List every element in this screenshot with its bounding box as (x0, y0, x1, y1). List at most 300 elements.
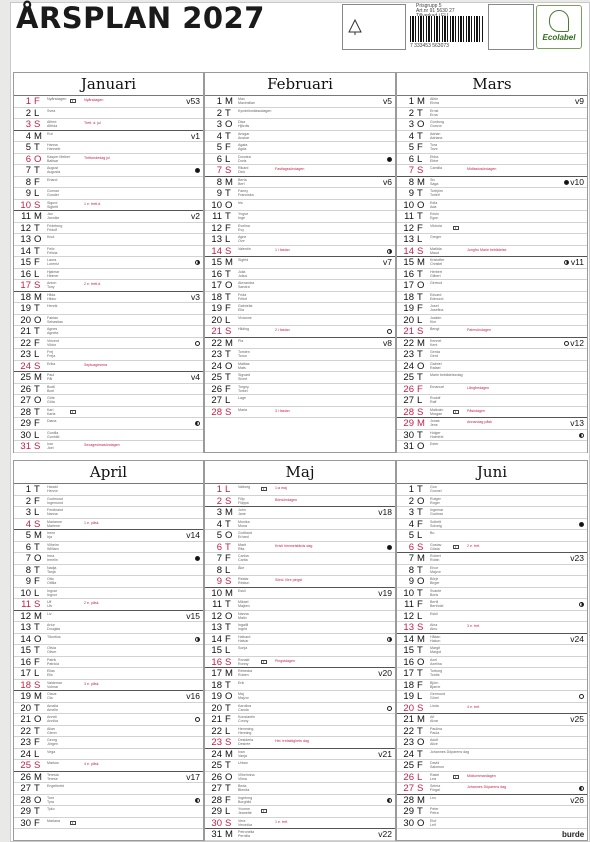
day-row[interactable] (205, 303, 395, 315)
day-row[interactable] (397, 726, 587, 738)
day-row[interactable] (14, 303, 203, 315)
name-day: Svante Boris (430, 588, 442, 597)
day-row[interactable] (397, 303, 587, 315)
name-day: Josef Josefina (430, 304, 444, 313)
day-row[interactable] (397, 714, 587, 726)
day-list (14, 96, 203, 453)
day-row[interactable] (205, 507, 395, 519)
day-row[interactable] (205, 611, 395, 623)
day-number: 28 (20, 406, 31, 418)
day-number: 25 (20, 372, 31, 383)
day-row[interactable] (397, 691, 587, 703)
week-number: v21 (378, 748, 392, 759)
day-row[interactable] (397, 588, 587, 600)
day-row[interactable] (205, 680, 395, 692)
day-row[interactable] (205, 349, 395, 361)
day-row[interactable] (397, 223, 587, 235)
day-row[interactable] (14, 384, 203, 396)
day-row[interactable] (14, 269, 203, 281)
weekday-letter: T (34, 484, 40, 495)
name-day: Iris (238, 200, 243, 205)
day-row[interactable] (397, 542, 587, 554)
day-number: 29 (20, 418, 31, 429)
day-row[interactable] (14, 645, 203, 657)
day-row[interactable] (205, 657, 395, 669)
day-row[interactable] (397, 703, 587, 715)
day-row[interactable] (14, 714, 203, 726)
day-list (14, 484, 203, 829)
day-row[interactable] (14, 211, 203, 223)
day-row[interactable] (14, 484, 203, 496)
day-row[interactable] (397, 246, 587, 258)
day-row[interactable] (205, 645, 395, 657)
day-number: 28 (211, 406, 222, 418)
day-row[interactable] (397, 395, 587, 407)
day-row[interactable] (397, 142, 587, 154)
day-row[interactable] (205, 407, 395, 419)
day-row[interactable] (397, 407, 587, 419)
flag-day-icon (453, 545, 459, 549)
week-number: v6 (383, 176, 392, 187)
day-row[interactable] (14, 542, 203, 554)
month-februari (204, 72, 396, 453)
day-row[interactable] (397, 349, 587, 361)
day-number: 27 (20, 783, 31, 794)
day-row[interactable] (14, 565, 203, 577)
day-row[interactable] (397, 418, 587, 430)
weekday-letter: L (225, 725, 231, 737)
day-row[interactable] (205, 668, 395, 680)
day-number: 3 (408, 119, 414, 130)
day-row[interactable] (14, 818, 203, 830)
holiday-label: Bönsöndagen (275, 497, 298, 502)
day-row[interactable] (397, 315, 587, 327)
day-row[interactable] (14, 726, 203, 738)
weekday-letter: M (34, 372, 42, 383)
day-number: 16 (211, 656, 222, 668)
name-day: Sigurd Sigbritt (47, 200, 59, 209)
day-row[interactable] (14, 234, 203, 246)
day-row[interactable] (14, 611, 203, 623)
day-number: 4 (408, 130, 414, 142)
day-number: 6 (408, 153, 414, 165)
day-row[interactable] (205, 119, 395, 131)
day-row[interactable] (397, 280, 587, 292)
day-row[interactable] (397, 430, 587, 442)
day-row[interactable] (397, 200, 587, 212)
holiday-label: Trett. d. jul (84, 121, 101, 125)
name-day: Eskil (238, 588, 246, 593)
day-row[interactable] (14, 246, 203, 258)
day-row[interactable] (205, 634, 395, 646)
day-row[interactable] (14, 280, 203, 292)
day-number: 3 (25, 507, 31, 518)
day-row[interactable] (205, 269, 395, 281)
name-day: Holger Holmfrid (430, 430, 444, 439)
day-row[interactable] (397, 211, 587, 223)
day-list (205, 484, 395, 841)
day-number: 14 (403, 633, 414, 645)
weekday-letter: M (417, 714, 425, 725)
day-row[interactable] (397, 772, 587, 784)
name-day: Marit Rita (238, 542, 246, 551)
day-row[interactable] (397, 154, 587, 166)
day-row[interactable] (205, 234, 395, 246)
day-row[interactable] (14, 691, 203, 703)
day-number: 23 (211, 737, 222, 748)
day-row[interactable] (397, 622, 587, 634)
day-number: 22 (20, 725, 31, 737)
day-row[interactable] (205, 142, 395, 154)
day-row[interactable] (14, 372, 203, 384)
day-row[interactable] (397, 361, 587, 373)
day-row[interactable] (205, 519, 395, 531)
flag-day-icon (261, 487, 267, 491)
day-row[interactable] (14, 703, 203, 715)
day-row[interactable] (397, 806, 587, 818)
day-row[interactable] (397, 576, 587, 588)
name-day: Åke (238, 565, 245, 570)
name-day: Björn Bjarne (430, 680, 441, 689)
day-row[interactable] (205, 542, 395, 554)
weekday-letter: L (417, 771, 423, 783)
day-row[interactable] (397, 96, 587, 108)
day-row[interactable] (14, 530, 203, 542)
day-row[interactable] (397, 783, 587, 795)
day-number: 12 (403, 222, 414, 234)
day-row[interactable] (14, 96, 203, 108)
day-row[interactable] (397, 441, 587, 453)
day-row[interactable] (205, 806, 395, 818)
day-row[interactable] (205, 188, 395, 200)
day-row[interactable] (14, 519, 203, 531)
day-row[interactable] (205, 315, 395, 327)
day-row[interactable] (205, 749, 395, 761)
day-row[interactable] (205, 829, 395, 841)
day-row[interactable] (397, 326, 587, 338)
day-row[interactable] (205, 154, 395, 166)
day-number: 24 (20, 748, 31, 760)
day-row[interactable] (14, 349, 203, 361)
day-row[interactable] (205, 553, 395, 565)
day-row[interactable] (205, 818, 395, 830)
day-row[interactable] (397, 760, 587, 772)
name-day: Paul Pål (47, 373, 55, 382)
name-day: Max Maximilian (238, 97, 255, 106)
day-row[interactable] (397, 484, 587, 496)
day-row[interactable] (397, 657, 587, 669)
day-row[interactable] (14, 749, 203, 761)
day-row[interactable] (14, 634, 203, 646)
day-row[interactable] (205, 165, 395, 177)
name-day: Engelbrekt (47, 784, 65, 788)
week-number: v1 (191, 130, 200, 141)
day-row[interactable] (205, 257, 395, 269)
day-row[interactable] (205, 223, 395, 235)
day-number: 8 (216, 176, 222, 188)
day-row[interactable] (397, 384, 587, 396)
weekday-letter: F (34, 257, 40, 268)
day-row[interactable] (397, 818, 587, 830)
day-row[interactable] (397, 177, 587, 189)
day-row[interactable] (397, 338, 587, 350)
holiday-label: Påskdagen (467, 408, 485, 413)
name-day: Ester (430, 442, 439, 446)
day-row[interactable] (205, 783, 395, 795)
day-number: 23 (20, 737, 31, 748)
weekday-letter: S (417, 622, 424, 633)
day-row[interactable] (14, 806, 203, 818)
weekday-letter: O (417, 495, 425, 507)
day-number: 14 (211, 633, 222, 645)
day-row[interactable] (205, 484, 395, 496)
day-row[interactable] (14, 588, 203, 600)
day-row[interactable] (14, 188, 203, 200)
weekday-letter: O (34, 153, 42, 165)
day-row[interactable] (14, 795, 203, 807)
day-row[interactable] (14, 622, 203, 634)
day-row[interactable] (397, 519, 587, 531)
day-row[interactable] (14, 407, 203, 419)
day-row[interactable] (205, 496, 395, 508)
month-januari (13, 72, 204, 453)
day-row[interactable] (205, 211, 395, 223)
day-row[interactable] (14, 783, 203, 795)
day-number: 4 (216, 130, 222, 142)
day-row[interactable] (397, 372, 587, 384)
day-row[interactable] (397, 611, 587, 623)
day-row[interactable] (14, 326, 203, 338)
day-row[interactable] (397, 565, 587, 577)
day-row[interactable] (205, 384, 395, 396)
day-row[interactable] (205, 395, 395, 407)
day-row[interactable] (397, 737, 587, 749)
day-row[interactable] (205, 772, 395, 784)
day-row[interactable] (14, 418, 203, 430)
fsc-tree-icon (347, 19, 363, 35)
name-day: Jonas Jens (430, 419, 440, 428)
flag-day-icon (70, 410, 76, 414)
day-row[interactable] (397, 119, 587, 131)
day-row[interactable] (205, 131, 395, 143)
day-row[interactable] (205, 280, 395, 292)
name-day: Ivan Vanja (238, 749, 247, 758)
day-row[interactable] (14, 737, 203, 749)
day-row[interactable] (205, 737, 395, 749)
day-row[interactable] (397, 599, 587, 611)
weekday-letter: M (417, 418, 425, 429)
day-number: 13 (403, 622, 414, 633)
day-number: 2 (216, 495, 222, 507)
day-row[interactable] (397, 496, 587, 508)
weekday-letter: O (34, 794, 42, 806)
name-day: Torbjörn Torleif (430, 189, 443, 198)
day-row[interactable] (205, 599, 395, 611)
day-number: 31 (20, 441, 31, 452)
day-number: 8 (216, 564, 222, 576)
name-day: Hilda Hildur (47, 292, 57, 301)
day-row[interactable] (205, 622, 395, 634)
day-row[interactable] (14, 496, 203, 508)
day-row[interactable] (205, 292, 395, 304)
day-number: 21 (211, 714, 222, 725)
day-row[interactable] (14, 657, 203, 669)
day-row[interactable] (205, 96, 395, 108)
day-row[interactable] (14, 131, 203, 143)
weekday-letter: M (225, 176, 233, 188)
day-row[interactable] (205, 326, 395, 338)
name-day: Ture Tyra (47, 795, 55, 804)
name-day: Siv Saga (430, 177, 439, 186)
day-row[interactable] (14, 576, 203, 588)
name-day: Tiburtius (47, 634, 61, 639)
day-row[interactable] (397, 795, 587, 807)
holiday-label: Sönd. före pingst (275, 578, 303, 582)
day-row[interactable] (205, 372, 395, 384)
day-row[interactable] (205, 200, 395, 212)
day-row[interactable] (205, 246, 395, 258)
name-day: Gunilla Gunhild (47, 430, 60, 439)
day-row[interactable] (205, 691, 395, 703)
day-row[interactable] (397, 269, 587, 281)
day-row[interactable] (14, 177, 203, 189)
day-row[interactable] (14, 200, 203, 212)
weekday-letter: F (225, 383, 231, 395)
day-row[interactable] (397, 668, 587, 680)
day-row[interactable] (397, 530, 587, 542)
day-row[interactable] (397, 108, 587, 120)
month-maj (204, 460, 396, 841)
day-row[interactable] (14, 154, 203, 166)
name-day: Eskil (430, 611, 438, 616)
day-row[interactable] (397, 188, 587, 200)
name-day: Gunborg Gunvor (430, 120, 444, 129)
day-row[interactable] (14, 108, 203, 120)
day-row[interactable] (14, 165, 203, 177)
day-row[interactable] (14, 395, 203, 407)
day-row[interactable] (205, 338, 395, 350)
weekday-letter: T (225, 702, 231, 714)
day-row[interactable] (14, 315, 203, 327)
weekday-letter: F (417, 383, 423, 395)
day-row[interactable] (205, 588, 395, 600)
day-row[interactable] (397, 634, 587, 646)
weekday-letter: T (417, 668, 423, 679)
day-number: 20 (403, 314, 414, 326)
name-day: Patrik Patricia (47, 657, 59, 666)
name-day: Rudolf Ralf (430, 396, 441, 405)
weekday-letter: M (417, 633, 425, 645)
weekday-letter: O (225, 280, 233, 291)
day-row[interactable] (205, 760, 395, 772)
day-number: 28 (403, 794, 414, 806)
day-row[interactable] (14, 338, 203, 350)
day-row[interactable] (397, 553, 587, 565)
weekday-letter: T (417, 188, 423, 199)
day-row[interactable] (14, 223, 203, 235)
day-row[interactable] (205, 703, 395, 715)
name-day: August Augusta (47, 166, 61, 175)
name-day: Bertil Berthold (430, 600, 444, 609)
day-row[interactable] (14, 257, 203, 269)
day-row[interactable] (205, 177, 395, 189)
day-row[interactable] (397, 234, 587, 246)
day-row[interactable] (14, 441, 203, 453)
day-row[interactable] (397, 165, 587, 177)
day-row[interactable] (14, 760, 203, 772)
day-number: 29 (20, 806, 31, 817)
day-row[interactable] (205, 361, 395, 373)
name-day: Knut (47, 235, 55, 239)
day-row[interactable] (397, 680, 587, 692)
name-day: Ulf Ulv (47, 600, 53, 609)
day-row[interactable] (205, 108, 395, 120)
day-row[interactable] (14, 507, 203, 519)
day-number: 31 (403, 441, 414, 452)
day-row[interactable] (397, 292, 587, 304)
day-row[interactable] (14, 553, 203, 565)
day-row[interactable] (205, 795, 395, 807)
day-row[interactable] (397, 749, 587, 761)
moon-phase-full-icon (195, 717, 200, 722)
day-row[interactable] (14, 119, 203, 131)
month-name: Februari (205, 73, 395, 96)
day-row[interactable] (205, 576, 395, 588)
week-number: v9 (575, 96, 584, 106)
name-day: Berta Bert (238, 177, 247, 186)
day-row[interactable] (205, 714, 395, 726)
name-day: Frida Fritiof (238, 292, 247, 301)
day-number: 2 (216, 107, 222, 119)
day-row[interactable] (397, 257, 587, 269)
day-row[interactable] (14, 772, 203, 784)
day-row[interactable] (14, 680, 203, 692)
name-day: Ingeborg Borghild (238, 795, 253, 804)
day-number: 2 (408, 107, 414, 119)
name-day: Emanuel (430, 384, 445, 389)
name-day: Sigfrid (238, 258, 249, 262)
ecolabel-leaf-icon (549, 10, 569, 32)
day-row[interactable] (205, 530, 395, 542)
week-number: v20 (378, 668, 392, 678)
name-day: Julia Julius (238, 269, 248, 278)
name-day: Yngve Inge (238, 212, 249, 221)
day-number: 2 (408, 495, 414, 507)
day-row[interactable] (14, 430, 203, 442)
day-row[interactable] (397, 131, 587, 143)
name-day: Mariana (47, 818, 60, 823)
day-row[interactable] (205, 726, 395, 738)
weekday-letter: F (34, 337, 40, 349)
week-number: v17 (186, 771, 200, 782)
day-number: 30 (403, 429, 414, 441)
day-number: 28 (211, 794, 222, 806)
day-row[interactable] (397, 507, 587, 519)
name-day: Johannes Döparens dag (430, 749, 470, 754)
week-number: v23 (570, 553, 584, 563)
month-name: Mars (397, 73, 587, 96)
day-row[interactable] (14, 292, 203, 304)
day-row[interactable] (14, 142, 203, 154)
day-row[interactable] (14, 361, 203, 373)
day-row[interactable] (14, 599, 203, 611)
day-number: 8 (25, 564, 31, 576)
day-row[interactable] (14, 668, 203, 680)
day-number: 19 (211, 691, 222, 702)
day-row[interactable] (205, 565, 395, 577)
weekday-letter: L (225, 395, 231, 406)
day-row[interactable] (397, 645, 587, 657)
